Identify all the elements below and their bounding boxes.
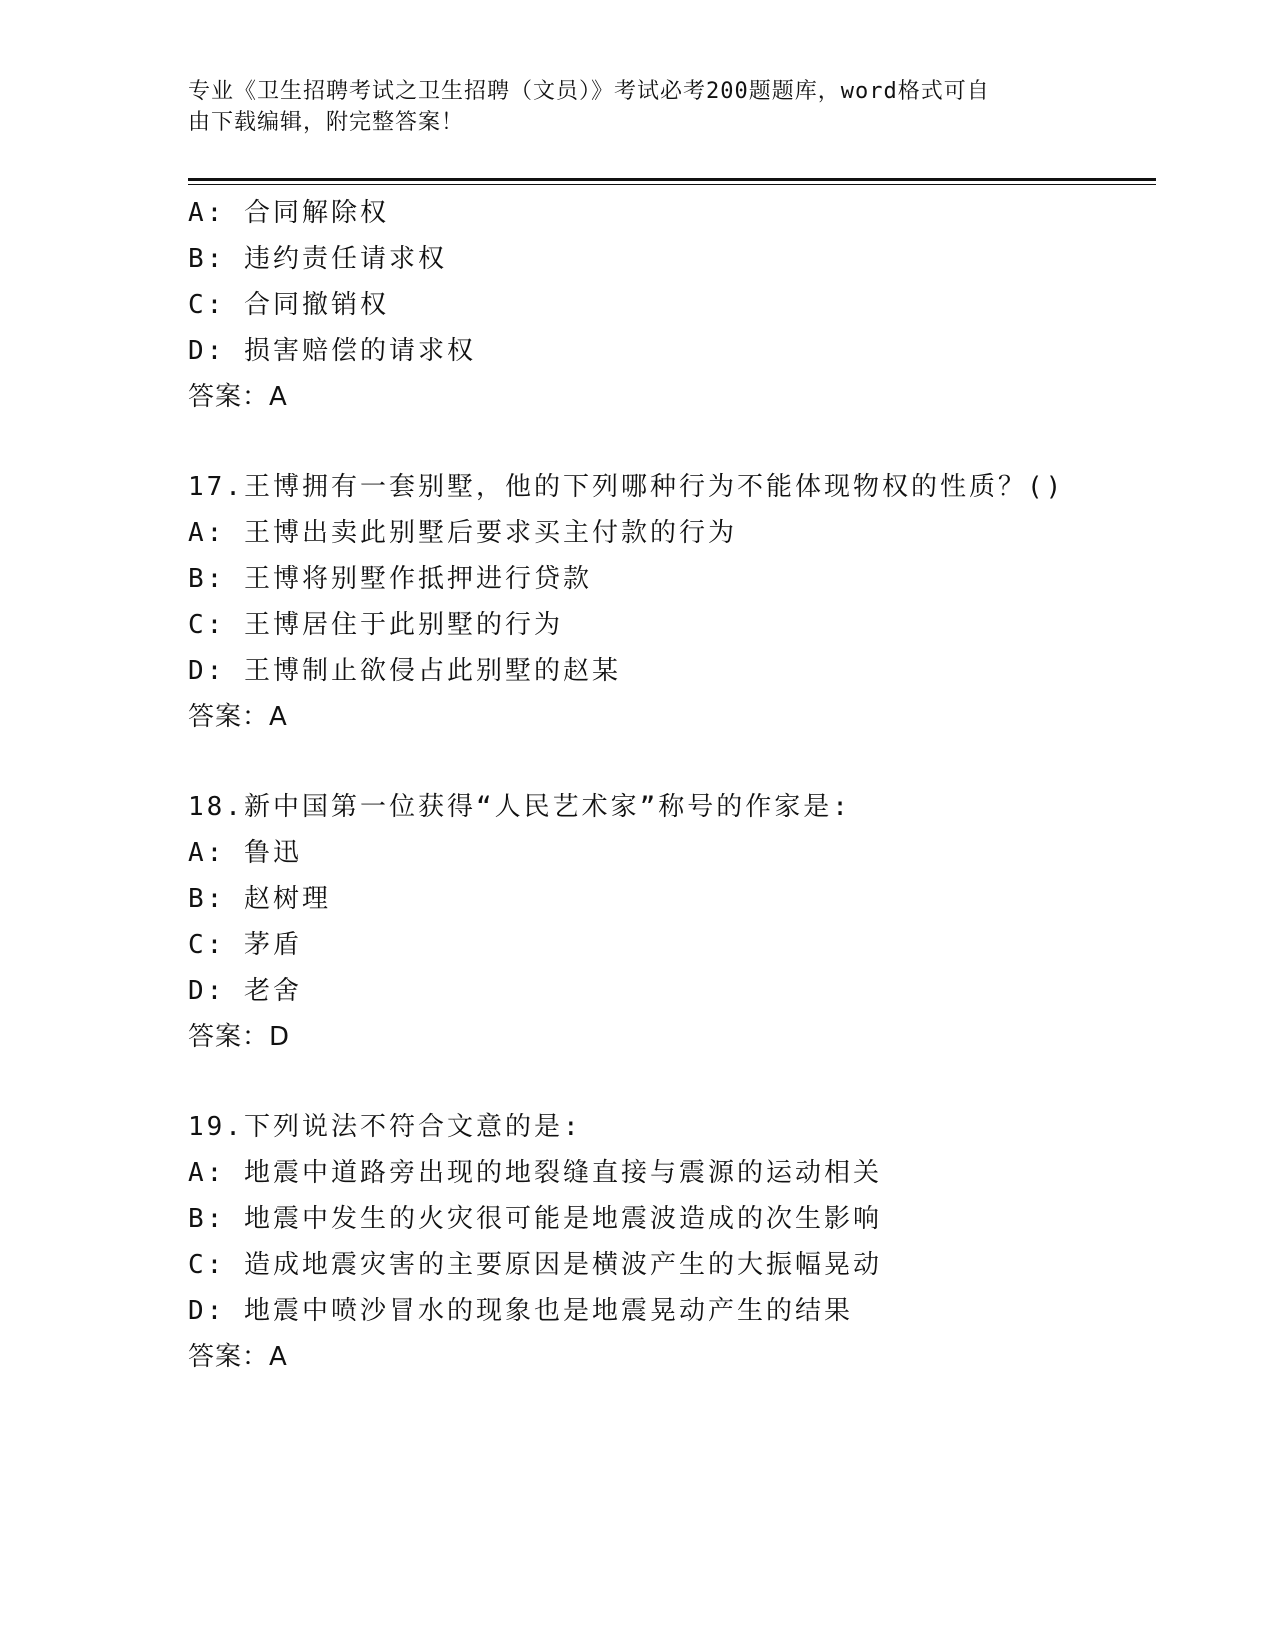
spacer <box>188 1060 1156 1104</box>
spacer <box>188 420 1156 464</box>
q17-option-c: C: 王博居住于此别墅的行为 <box>188 610 563 640</box>
q19-option-a: A: 地震中道路旁出现的地裂缝直接与震源的运动相关 <box>188 1158 882 1188</box>
q18-option-c: C: 茅盾 <box>188 930 302 960</box>
q17-option-b: B: 王博将别墅作抵押进行贷款 <box>188 564 592 594</box>
q19-option-d: D: 地震中喷沙冒水的现象也是地震晃动产生的结果 <box>188 1296 853 1326</box>
question-19-block <box>188 1104 1156 1380</box>
question-17-block <box>188 464 1156 740</box>
question-16-block <box>188 190 1156 420</box>
q18-answer: 答案：D <box>188 1022 291 1052</box>
q16-option-a: A: 合同解除权 <box>188 198 389 228</box>
q17-answer: 答案：A <box>188 702 288 732</box>
document-header <box>188 76 1068 138</box>
q19-option-b: B: 地震中发生的火灾很可能是地震波造成的次生影响 <box>188 1204 882 1234</box>
q16-option-c: C: 合同撤销权 <box>188 290 389 320</box>
header-line-1: 专业《卫生招聘考试之卫生招聘（文员）》考试必考200题题库，word格式可自 <box>188 79 990 104</box>
header-line-2: 由下载编辑，附完整答案！ <box>188 110 465 135</box>
q17-option-a: A: 王博出卖此别墅后要求买主付款的行为 <box>188 518 737 548</box>
q16-option-d: D: 损害赔偿的请求权 <box>188 336 476 366</box>
question-18-block <box>188 784 1156 1060</box>
q18-question: 18.新中国第一位获得“人民艺术家”称号的作家是: <box>188 792 851 822</box>
q18-option-d: D: 老舍 <box>188 976 302 1006</box>
q18-option-b: B: 赵树理 <box>188 884 331 914</box>
q17-question: 17.王博拥有一套别墅，他的下列哪种行为不能体现物权的性质？() <box>188 472 1065 502</box>
spacer <box>188 740 1156 784</box>
question-list <box>188 190 1156 1380</box>
q19-question: 19.下列说法不符合文意的是: <box>188 1112 582 1142</box>
q19-answer: 答案：A <box>188 1342 288 1372</box>
header-divider-thin <box>188 184 1156 185</box>
q16-answer: 答案：A <box>188 382 288 412</box>
q16-option-b: B: 违约责任请求权 <box>188 244 447 274</box>
q17-option-d: D: 王博制止欲侵占此别墅的赵某 <box>188 656 621 686</box>
q18-option-a: A: 鲁迅 <box>188 838 302 868</box>
header-divider-thick <box>188 178 1156 181</box>
q19-option-c: C: 造成地震灾害的主要原因是横波产生的大振幅晃动 <box>188 1250 882 1280</box>
